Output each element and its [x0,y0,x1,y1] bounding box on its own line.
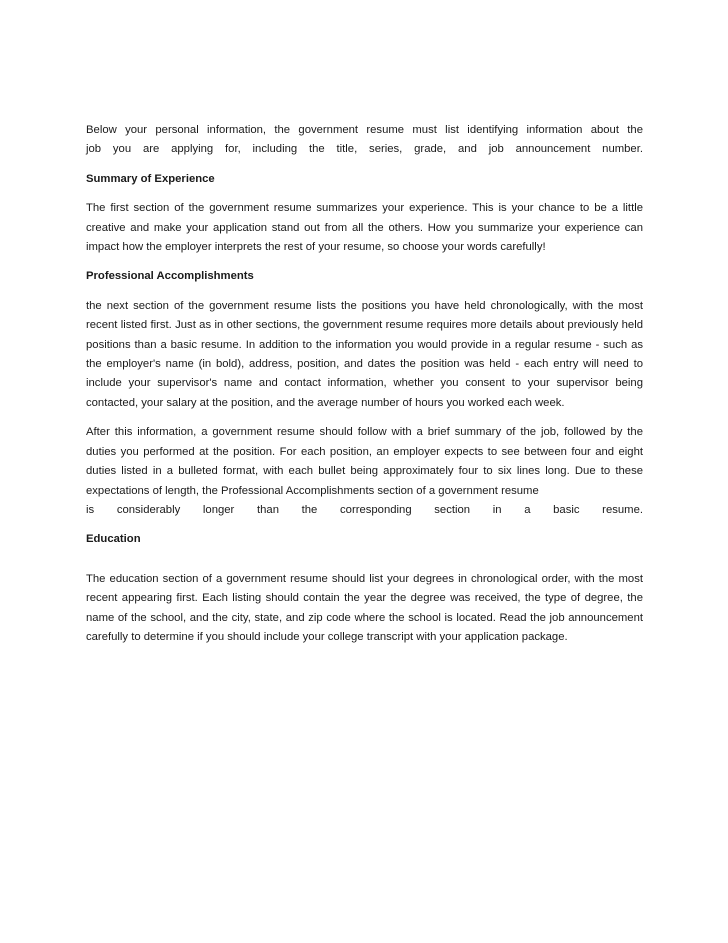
document-page [86,121,643,657]
summary-heading: Summary of Experience [86,172,215,185]
intro-line-2: job you are applying for, including the title, series, grade, and job announcement number. [86,143,643,156]
summary-paragraph: The first section of the government resume summarizes your experience. This is your chance to be a little creative and make your application stand out from all the others. How you summarize your experience can impact how the employer interprets the rest of your resume, so choose your words carefully! [86,202,643,254]
intro-line-1: Below your personal information, the government resume must list identifying information about the [86,124,643,136]
intro-paragraph [86,121,643,160]
accomplishments-paragraph-1: the next section of the government resume lists the positions you have held chronologically, with the most recent listed first. Just as in other sections, the government resume requires more details about previously held positions than a basic resume. In addition to the information you would provide in a regular resume - such as the employer's name (in bold), address, position, and dates the position was held - each entry will need to include your supervisor's name and contact information, whether you consent to your supervisor being contacted, your salary at the position, and the average number of hours you worked each week. [86,299,643,409]
accomplishments-paragraph-2-last-line: is considerably longer than the corresponding section in a basic resume. [86,503,643,516]
accomplishments-paragraph-2 [86,423,643,520]
accomplishments-paragraph-2-body: After this information, a government resume should follow with a brief summary of the job, followed by the duties you performed at the position. For each position, an employer expects to see between four and eight duties listed in a bulleted format, with each bullet being approximately four to six lines long. Due to these expectations of length, the Professional Accomplishments section of a government resume [86,426,643,497]
education-heading: Education [86,533,141,546]
education-paragraph: The education section of a government resume should list your degrees in chronological order, with the most recent appearing first. Each listing should contain the year the degree was received, the type of degree, the name of the school, and the city, state, and zip code where the school is located. Read the job announcement carefully to determine if you should include your college transcript with your application package. [86,572,643,643]
accomplishments-heading: Professional Accomplishments [86,270,254,283]
